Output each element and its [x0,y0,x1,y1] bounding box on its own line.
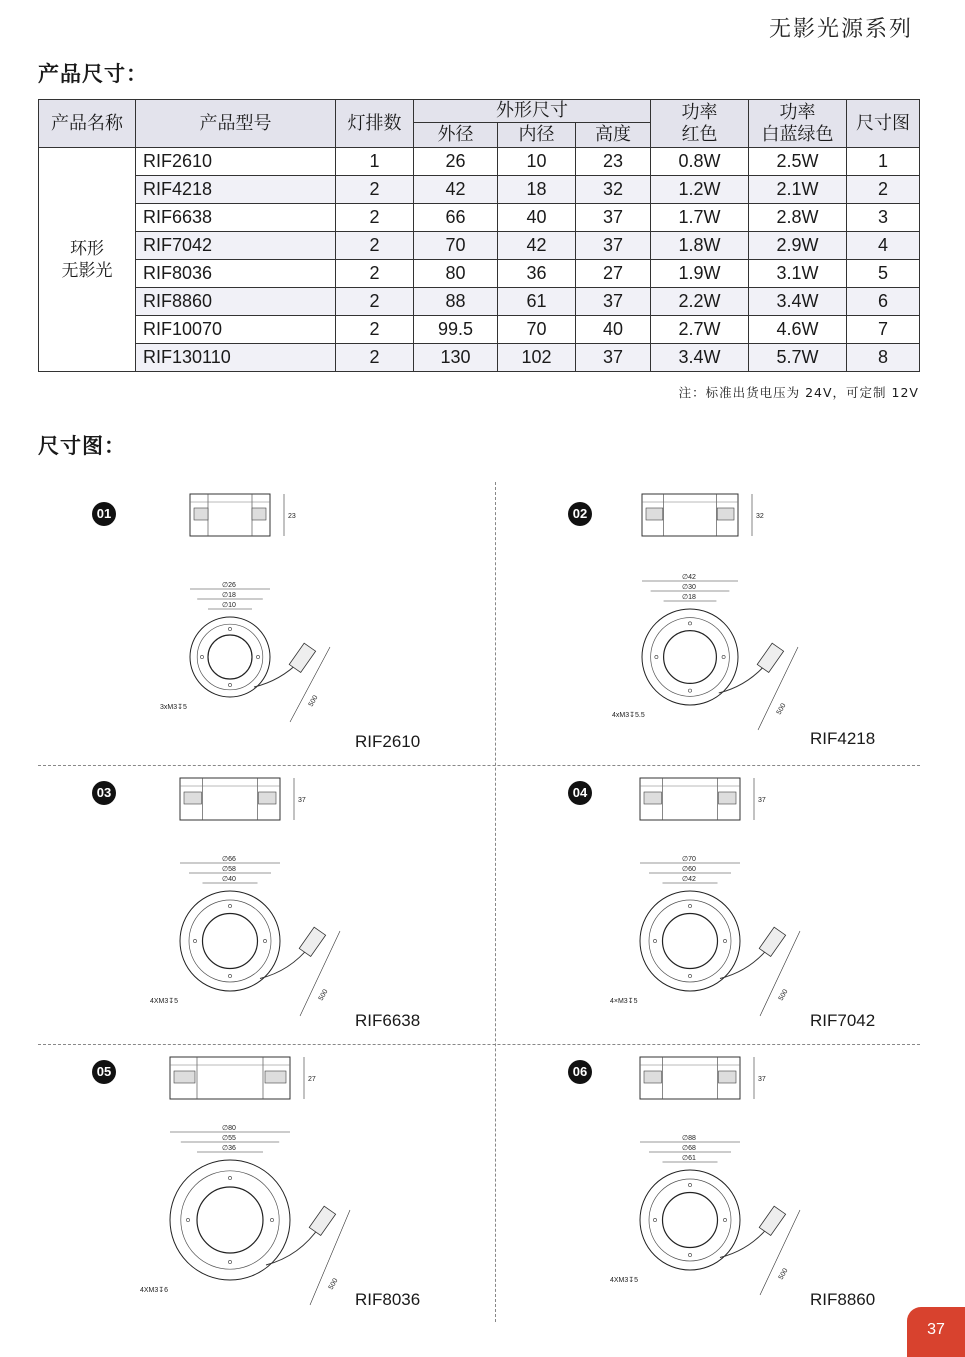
diameter-label: ∅55 [222,1135,236,1142]
screw-spec-label: 4XM3↧5 [150,998,179,1005]
cell-red: 1.9W [651,260,749,288]
screw-spec-label: 4×M3↧5 [610,998,638,1005]
cell-red: 2.2W [651,288,749,316]
cell-drawing: 4 [847,232,920,260]
cell-drawing: 6 [847,288,920,316]
section-title-product-size: 产品尺寸： [38,62,148,86]
cable-length-label: 500 [777,1267,790,1281]
cell-inner: 61 [498,288,576,316]
cell-red: 1.8W [651,232,749,260]
screw-hole [186,1218,189,1221]
cell-inner: 102 [498,344,576,372]
height-dimension-label: 37 [298,797,306,804]
screw-hole [688,1183,691,1186]
diameter-label: ∅60 [682,866,696,873]
cell-outer: 26 [414,148,498,176]
cell-rows: 2 [336,204,414,232]
header-outer-dia: 外径 [414,123,498,148]
diameter-label: ∅30 [682,584,696,591]
screw-hole [193,939,196,942]
screw-hole [228,1176,231,1179]
cell-wbgc: 2.1W [749,176,847,204]
screw-hole [228,627,231,630]
plan-view-outer-ring [640,1170,740,1270]
cell-drawing: 8 [847,344,920,372]
cable-length-label: 500 [317,988,330,1002]
table-row [39,232,920,260]
screw-hole [688,904,691,907]
ring-light-drawing [40,482,460,752]
drawing-number-badge: 04 [568,781,592,805]
side-view-led-left [644,1071,662,1083]
side-view-led-right [265,1071,286,1083]
cell-model: RIF8036 [136,260,336,288]
screw-hole [263,939,266,942]
drawing-model-label: RIF8860 [810,1290,876,1309]
connector-plug [309,1206,335,1235]
cell-wbgc: 2.9W [749,232,847,260]
screw-hole [688,622,691,625]
diameter-label: ∅26 [222,582,236,589]
cell-wbgc: 2.8W [749,204,847,232]
side-view-led-right [717,508,734,520]
connector-plug [299,927,325,956]
screw-hole [688,1253,691,1256]
plan-view-middle-ring [649,1179,731,1261]
diameter-label: ∅58 [222,866,236,873]
cell-rows: 2 [336,232,414,260]
drawing-model-label: RIF6638 [355,1011,421,1030]
cell-model: RIF4218 [136,176,336,204]
diameter-label: ∅70 [682,856,696,863]
table-row [39,316,920,344]
drawing-number-badge: 03 [92,781,116,805]
page-number: 37 [907,1307,965,1357]
plan-view-inner-ring [197,1187,263,1253]
section-title-size-drawings: 尺寸图： [38,434,126,458]
cell-inner: 18 [498,176,576,204]
cell-height: 37 [576,344,651,372]
diameter-label: ∅68 [682,1145,696,1152]
screw-hole [688,689,691,692]
side-view-led-left [644,792,662,804]
cell-red: 3.4W [651,344,749,372]
cell-inner: 36 [498,260,576,288]
cell-wbgc: 4.6W [749,316,847,344]
diameter-label: ∅66 [222,856,236,863]
diameter-label: ∅10 [222,602,236,609]
header-inner-dia: 内径 [498,123,576,148]
drawing-number-badge: 02 [568,502,592,526]
table-row [39,288,920,316]
plan-view-middle-ring [189,900,271,982]
plan-view-inner-ring [663,914,718,969]
height-dimension-label: 27 [308,1076,316,1083]
category-cell: 环形 无影光 [39,148,136,372]
plan-view-inner-ring [663,1193,718,1248]
screw-hole [256,655,259,658]
header-rows: 灯排数 [336,100,414,148]
header-model: 产品型号 [136,100,336,148]
screw-spec-label: 4xM3↧5.5 [612,712,645,719]
screw-hole [228,683,231,686]
connector-plug [759,1206,785,1235]
cell-wbgc: 5.7W [749,344,847,372]
plan-view-inner-ring [208,635,252,679]
table-row [39,148,920,176]
header-height: 高度 [576,123,651,148]
screw-hole [722,655,725,658]
cell-inner: 10 [498,148,576,176]
cell-height: 37 [576,232,651,260]
cable-length-label: 500 [307,694,320,708]
cell-outer: 130 [414,344,498,372]
plan-view-inner-ring [203,914,258,969]
drawing-model-label: RIF8036 [355,1290,421,1309]
plan-view-outer-ring [190,617,270,697]
table-row [39,260,920,288]
cell-red: 1.7W [651,204,749,232]
diameter-label: ∅61 [682,1155,696,1162]
cell-model: RIF6638 [136,204,336,232]
drawing-model-label: RIF7042 [810,1011,876,1030]
screw-hole [270,1218,273,1221]
diameter-label: ∅36 [222,1145,236,1152]
side-view-led-right [252,508,266,520]
cell-red: 0.8W [651,148,749,176]
spec-table [38,99,920,372]
plan-view-outer-ring [640,891,740,991]
cell-outer: 80 [414,260,498,288]
cell-drawing: 1 [847,148,920,176]
header-outer-shape: 外形尺寸 [414,100,651,123]
cell-wbgc: 2.5W [749,148,847,176]
cable-length-label: 500 [777,988,790,1002]
screw-spec-label: 3xM3↧5 [160,704,187,711]
plan-view-inner-ring [664,631,717,684]
plan-view-outer-ring [170,1160,290,1280]
cell-red: 1.2W [651,176,749,204]
cell-model: RIF7042 [136,232,336,260]
screw-spec-label: 4XM3↧5 [610,1277,639,1284]
drawing-number-badge: 01 [92,502,116,526]
cell-height: 32 [576,176,651,204]
screw-hole [655,655,658,658]
screw-hole [200,655,203,658]
voltage-note: 注：标准出货电压为 24V，可定制 12V [678,385,919,400]
ring-light-drawing [500,482,920,752]
plan-view-outer-ring [642,609,738,705]
height-dimension-label: 23 [288,513,296,520]
ring-light-drawing [40,766,460,1036]
cell-outer: 42 [414,176,498,204]
side-view-led-left [194,508,208,520]
plan-view-middle-ring [181,1171,279,1269]
diameter-label: ∅80 [222,1125,236,1132]
header-drawing: 尺寸图 [847,100,920,148]
cell-wbgc: 3.1W [749,260,847,288]
cell-inner: 40 [498,204,576,232]
header-power-wbgc: 功率 白蓝绿色 [749,100,847,148]
cell-rows: 2 [336,344,414,372]
cell-rows: 2 [336,176,414,204]
drawing-number-badge: 05 [92,1060,116,1084]
connector-plug [757,643,783,672]
diameter-label: ∅42 [682,574,696,581]
plan-view-middle-ring [649,900,731,982]
screw-hole [228,1260,231,1263]
drawing-model-label: RIF2610 [355,732,421,751]
cell-drawing: 7 [847,316,920,344]
cell-red: 2.7W [651,316,749,344]
table-row [39,176,920,204]
screw-hole [723,939,726,942]
cell-rows: 2 [336,260,414,288]
cell-outer: 66 [414,204,498,232]
cell-height: 40 [576,316,651,344]
cell-height: 27 [576,260,651,288]
diameter-label: ∅40 [222,876,236,883]
connector-plug [289,643,315,672]
ring-light-drawing [40,1045,460,1315]
cell-drawing: 5 [847,260,920,288]
screw-hole [653,939,656,942]
header-power-red: 功率 红色 [651,100,749,148]
plan-view-middle-ring [197,624,263,690]
cable-length-label: 500 [327,1277,340,1291]
cell-model: RIF130110 [136,344,336,372]
plan-view-middle-ring [651,618,730,697]
series-title: 无影光源系列 [768,17,913,42]
screw-hole [723,1218,726,1221]
cell-model: RIF10070 [136,316,336,344]
cell-height: 37 [576,288,651,316]
cable-length-label: 500 [775,702,788,716]
cell-outer: 99.5 [414,316,498,344]
cell-outer: 88 [414,288,498,316]
cell-outer: 70 [414,232,498,260]
side-view-led-right [259,792,277,804]
table-row [39,204,920,232]
screw-hole [228,904,231,907]
side-view-led-left [174,1071,195,1083]
diameter-label: ∅18 [222,592,236,599]
cell-model: RIF8860 [136,288,336,316]
cell-rows: 2 [336,288,414,316]
header-name: 产品名称 [39,100,136,148]
connector-plug [759,927,785,956]
cell-height: 23 [576,148,651,176]
side-view-led-right [719,1071,737,1083]
cell-model: RIF2610 [136,148,336,176]
cell-drawing: 3 [847,204,920,232]
height-dimension-label: 32 [756,513,764,520]
screw-hole [688,974,691,977]
cell-rows: 2 [336,316,414,344]
cable [266,1226,320,1265]
cell-inner: 42 [498,232,576,260]
screw-hole [228,974,231,977]
ring-light-drawing [500,1045,920,1315]
diameter-label: ∅88 [682,1135,696,1142]
side-view-led-left [646,508,663,520]
height-dimension-label: 37 [758,797,766,804]
drawing-model-label: RIF4218 [810,729,876,748]
drawing-number-badge: 06 [568,1060,592,1084]
screw-hole [653,1218,656,1221]
cell-wbgc: 3.4W [749,288,847,316]
cell-height: 37 [576,204,651,232]
height-dimension-label: 37 [758,1076,766,1083]
cell-inner: 70 [498,316,576,344]
cell-rows: 1 [336,148,414,176]
diameter-label: ∅42 [682,876,696,883]
side-view-led-left [184,792,202,804]
table-row [39,344,920,372]
cell-drawing: 2 [847,176,920,204]
diameter-label: ∅18 [682,594,696,601]
plan-view-outer-ring [180,891,280,991]
screw-spec-label: 4XM3↧6 [140,1287,169,1294]
side-view-led-right [719,792,737,804]
ring-light-drawing [500,766,920,1036]
grid-divider-vertical [495,482,496,1322]
